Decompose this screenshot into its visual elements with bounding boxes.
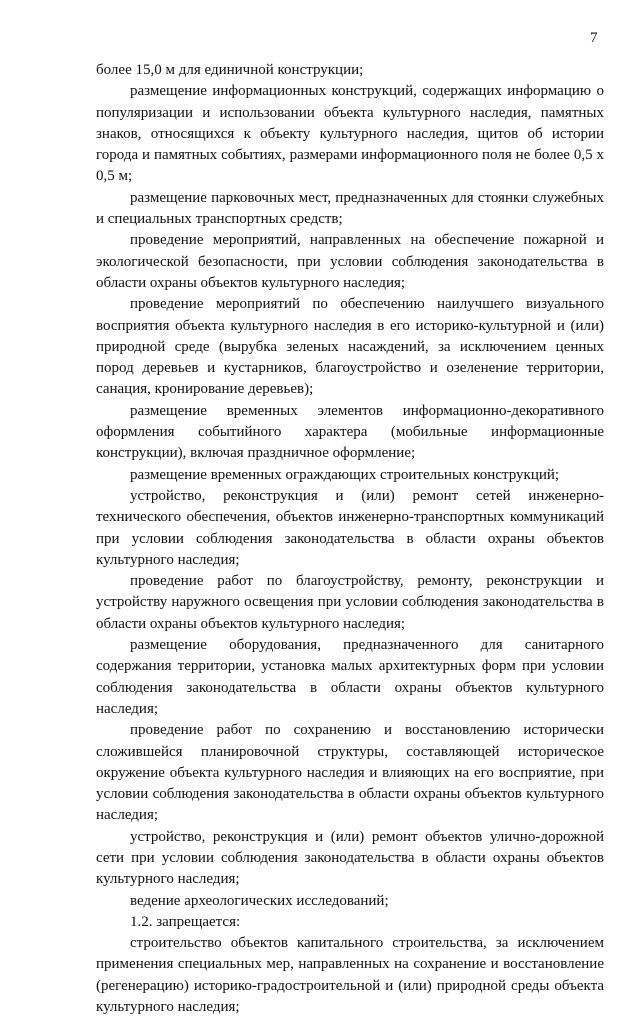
paragraph: размещение информационных конструкций, содержащих информацию о популяризации и использовании объекта культурного наследия, памятных знаков, относящихся к объекту культурного наследия, щитов об истории города и памятных событиях, размерами информационного поля не более 0,5 х 0,5 м; — [96, 83, 604, 185]
paragraph: размещение временных ограждающих строительных конструкций; — [130, 466, 560, 483]
section-heading: 1.2. запрещается: — [130, 913, 241, 930]
paragraph: размещение оборудования, предназначенного для санитарного содержания территории, установка малых архитектурных форм при условии соблюдения законодательства в области охраны объектов культурного наследия; — [96, 637, 604, 717]
paragraph: проведение работ по сохранению и восстановлению исторически сложившейся планировочной структуры, составляющей историческое окружение объекта культурного наследия и влияющих на его восприятие, при условии соблюдения законодательства в области охраны объектов культурного наследия; — [96, 722, 604, 824]
paragraph: проведение мероприятий, направленных на обеспечение пожарной и экологической безопасности, при условии соблюдения законодательства в области охраны объектов культурного наследия; — [96, 232, 604, 291]
paragraph: устройство, реконструкция и (или) ремонт сетей инженерно-технического обеспечения, объектов инженерно-транспортных коммуникаций при условии соблюдения законодательства в области охраны объектов культурного наследия; — [96, 487, 604, 568]
paragraph: более 15,0 м для единичной конструкции; — [96, 62, 364, 78]
page-number: 7 — [590, 30, 598, 46]
paragraph: ведение археологических исследований; — [130, 892, 389, 909]
paragraph: проведение мероприятий по обеспечению наилучшего визуального восприятия объекта культурного наследия в его историко-культурной и (или) природной среде (вырубка зеленых насаждений, за исключением ценных пород деревьев и кустарников, благоустройство и озеленение территории, санация, кронирование деревьев); — [96, 296, 604, 398]
paragraph: размещение парковочных мест, предназначенных для стоянки служебных и специальных транспортных средств; — [96, 189, 604, 228]
document-body — [96, 60, 604, 1018]
paragraph: размещение временных элементов информационно-декоративного оформления событийного характера (мобильные информационные конструкции), включая праздничное оформление; — [96, 402, 604, 462]
paragraph: проведение работ по благоустройству, ремонту, реконструкции и устройству наружного освещения при условии соблюдения законодательства в области охраны объектов культурного наследия; — [96, 573, 604, 632]
paragraph: устройство, реконструкция и (или) ремонт объектов улично-дорожной сети при условии соблюдения законодательства в области охраны объектов культурного наследия; — [96, 828, 604, 888]
paragraph: строительство объектов капитального строительства, за исключением применения специальных мер, направленных на сохранение и восстановление (регенерацию) историко-градостроительной и (или) природной среды объекта культурного наследия; — [96, 935, 604, 1016]
